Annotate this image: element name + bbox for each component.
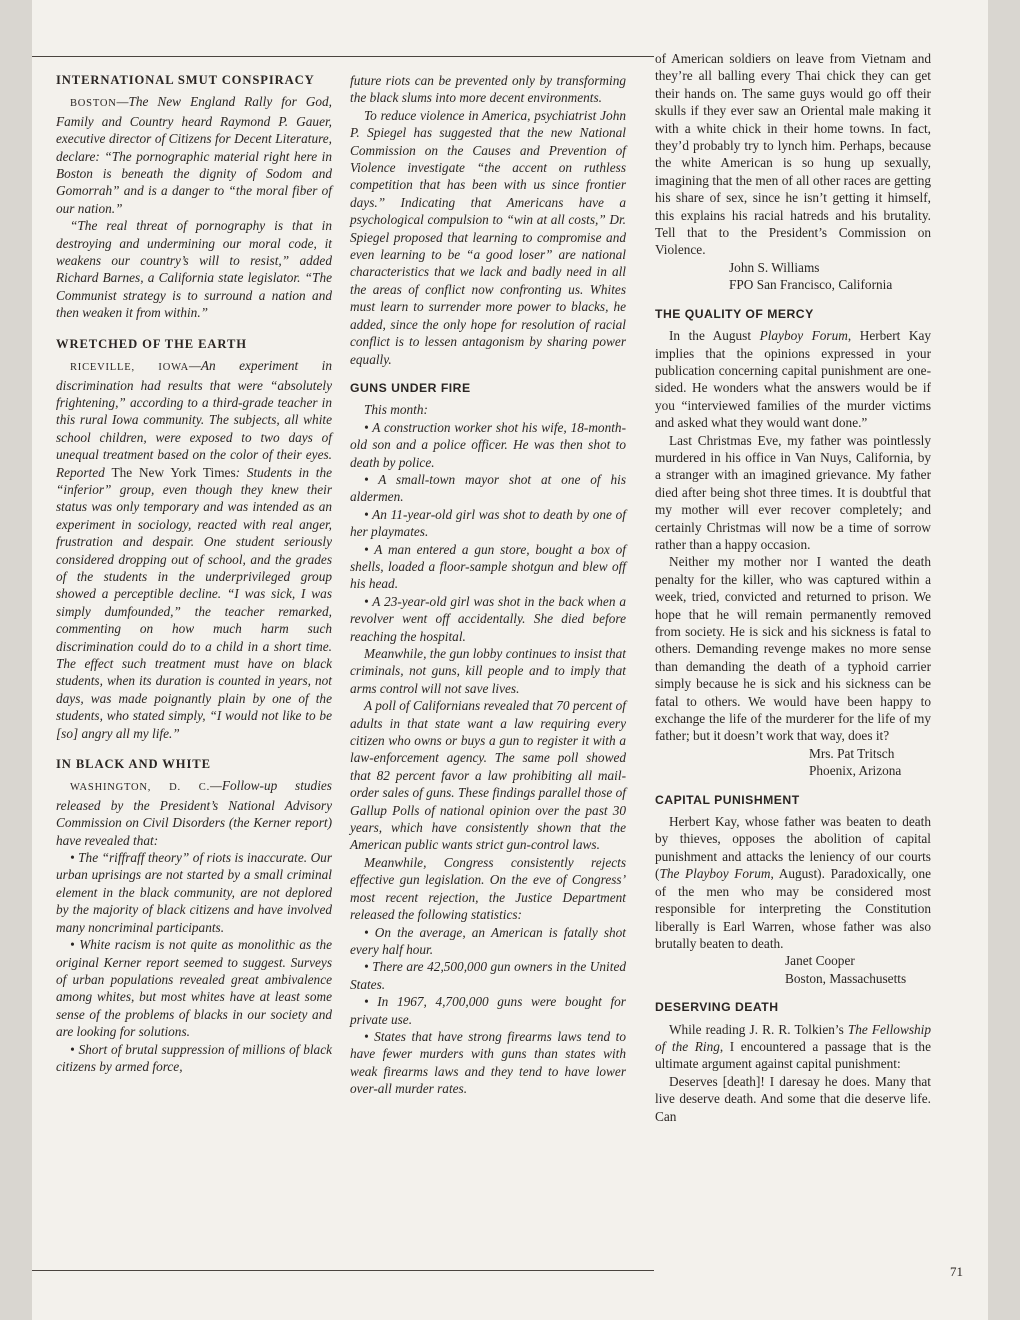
paragraph — [56, 357, 332, 742]
bullet-item: • An 11-year-old girl was shot to death by one of her playmates. — [350, 506, 626, 540]
column-1 — [56, 72, 332, 1075]
paragraph-text: —The New England Rally for God, Family and Country heard Raymond P. Gauer, executive director of Citizens for Decent Literature, declare: “The pornographic material right here in Boston is beneath the dignity of Sodom and Gomorrah” and is a danger to “the moral fiber of our nation.” — [56, 94, 332, 216]
signature-name: Mrs. Pat Tritsch — [809, 745, 895, 761]
page-number: 71 — [950, 1264, 963, 1279]
paragraph: of American soldiers on leave from Vietnam and they’re all balling every Thai chick they can get their hands on. The same guys would go off their skulls if they ever saw an Oriental male making it with a white chick in their home towns. In fact, they’d probably try to lynch him. Perhaps, because the white American is so hung up sexually, imagining that the men of all other races are getting his share of sex, since he isn’t getting it himself, this explains his racial hatreds and his brutality. Tell that to the President’s Commission on Violence. — [655, 51, 931, 258]
paragraph: A poll of Californians revealed that 70 percent of adults in that state want a law requiring every citizen who owns or buys a gun to register it with a law-enforcement agency. The same poll showed that 82 percent favor a law prohibiting all mail-order sales of guns. These findings parallel those of Gallup Polls of national opinion over the past 30 years, which have consistently shown that the American public wants strict gun-control laws. — [350, 698, 626, 853]
bullet-item: • A man entered a gun store, bought a box of shells, loaded a floor-sample shotgun and blew off his head. — [350, 541, 626, 592]
paragraph-text: While reading J. R. R. Tolkien’s — [669, 1021, 848, 1037]
paragraph: Neither my mother nor I wanted the death penalty for the killer, who was captured within a week, tried, convicted and returned to prison. We hope that he will remain permanently removed from society. He is sick and his sickness is fatal to others. Demanding revenge makes no more sense than demanding the death of a typhoid carrier simply because he is sick and his sickness can be fatal to others. We would have been happy to exchange the life of the murderer for the life of my father; but it doesn’t work that way, does it? — [655, 554, 931, 744]
paragraph-text: , August). Paradoxically, one of the men who may be considered most responsible for interpreting the Constitution liberally is Earl Warren, whose father was also brutally beaten to death. — [655, 866, 932, 951]
dateline: BOSTON — [70, 98, 117, 110]
signature-name: Janet Cooper — [785, 953, 855, 969]
magazine-title: The Playboy Forum — [659, 866, 771, 882]
bullet-item: • White racism is not quite as monolithic as the original Kerner report seemed to suggest. Surveys of urban populations revealed great ambivalence among whites, but most whites have at least some sense of the problems of blacks in our society and are looking for solutions. — [56, 937, 332, 1040]
bullet-item: • Short of brutal suppression of millions of black citizens by armed force, — [56, 1041, 332, 1074]
paragraph: Last Christmas Eve, my father was pointlessly murdered in his office in Van Nuys, California, by a stranger with an imagined grievance. My father died after being shot three times. It is doubtful that my mother will ever recover completely; and certainly Christmas will now be a time of sorrow rather than a happy occasion. — [655, 432, 931, 552]
paragraph: Meanwhile, the gun lobby continues to insist that criminals, not guns, kill people and to imply that arms control will not save lives. — [350, 646, 626, 696]
paragraph-text: Herbert Kay, whose father was beaten to death by thieves, opposes the abolition of capital punishment and attacks the leniency of our courts ( — [655, 814, 931, 882]
paragraph-text: , I encountered a passage that is the ultimate argument against capital punishment: — [655, 1038, 931, 1072]
paragraph — [56, 777, 332, 849]
dateline: RICEVILLE, IOWA — [70, 362, 190, 374]
section-heading-black-white: IN BLACK AND WHITE — [56, 757, 211, 772]
paragraph — [655, 813, 931, 952]
paragraph-text: —Follow-up studies released by the President’s National Advisory Commission on Civil Disorders (the Kerner report) have revealed that: — [56, 778, 332, 848]
signature-place: Boston, Massachusetts — [785, 970, 907, 986]
section-heading-smut: INTERNATIONAL SMUT CONSPIRACY — [56, 73, 315, 87]
column-2 — [350, 72, 626, 1098]
top-rule — [32, 56, 654, 57]
section-heading-guns: GUNS UNDER FIRE — [350, 380, 471, 395]
paragraph — [655, 327, 931, 431]
section-heading-wretched: WRETCHED OF THE EARTH — [56, 336, 247, 351]
bullet-item: • A small-town mayor shot at one of his aldermen. — [350, 471, 626, 505]
bullet-item: • In 1967, 4,700,000 guns were bought for private use. — [350, 994, 626, 1027]
block-quote: Deserves [death]! I daresay he does. Many that live deserve death. And some that die deserve life. Can — [655, 1073, 931, 1124]
bullet-item: • States that have strong firearms laws tend to have fewer murders with guns than states with weak firearms laws and they tend to have lower over-all murder rates. — [350, 1028, 626, 1097]
paragraph: future riots can be prevented only by transforming the black slums into more decent environments. — [350, 73, 626, 106]
bullet-item: • The “riffraff theory” of riots is inaccurate. Our urban uprisings are not started by a small criminal element in the black community, are not deplored by the majority of black citizens and have involved many noncriminal participants. — [56, 850, 332, 935]
newspaper-name: The New York Times — [111, 464, 236, 480]
signature-place: Phoenix, Arizona — [809, 763, 902, 779]
paragraph: “The real threat of pornography is that in destroying and undermining our moral code, it weakens our country’s will to resist,” added Richard Barnes, a California state legislator. “The Communist strategy is to surround a nation and then weaken it from within.” — [56, 218, 332, 321]
paragraph: Meanwhile, Congress consistently rejects effective gun legislation. On the eve of Congress’ most recent rejection, the Justice Department released the following statistics: — [350, 854, 626, 923]
section-heading-mercy: THE QUALITY OF MERCY — [655, 306, 814, 321]
paragraph — [655, 1021, 931, 1073]
magazine-title: Playboy Forum — [759, 328, 848, 344]
paragraph-text: , Herbert Kay implies that the opinions expressed in your publication concerning capital punishment are one-sided. He wonders what the answers would be if you “interviewed families of the murder victims and asked what they would want done.” — [655, 328, 932, 431]
section-heading-capital: CAPITAL PUNISHMENT — [655, 792, 800, 807]
signature-place: FPO San Francisco, California — [729, 277, 893, 293]
paragraph: This month: — [364, 402, 428, 418]
paragraph-text: —An experiment in discrimination had results that were “absolutely frightening,” according to a third-grade teacher in this rural Iowa community. The subjects, all white school children, were exposed to two days of unequal treatment based on the color of their eyes. Reported — [56, 358, 332, 480]
signature-name: John S. Williams — [729, 259, 820, 275]
paragraph-text: In the August — [669, 328, 760, 344]
dateline: WASHINGTON, D. C. — [70, 782, 211, 794]
paragraph-text: : Students in the “inferior” group, even though they knew their status was only temporary and was intended as an experiment in sociology, reacted with real anger, frustration and despair. One student seriously considered dropping out of school, and the grades of the students in the underprivileged group showed a perceptible decline. “I was sick, I was simply dumfounded,” the teacher remarked, commenting on how much harm such discrimination could do to a child in a short time. The effect such treatment must have on black students, when its duration is counted in years, not days, was made poignantly plain by one of the students, who stated simply, “I would not like to be [so] angry all my life.” — [56, 464, 332, 741]
section-heading-deserving: DESERVING DEATH — [655, 1000, 779, 1015]
bullet-item: • A 23-year-old girl was shot in the back when a revolver went off accidentally. She died before reaching the hospital. — [350, 593, 626, 644]
bottom-rule — [32, 1270, 654, 1271]
bullet-item: • On the average, an American is fatally shot every half hour. — [350, 924, 626, 957]
bullet-item: • A construction worker shot his wife, 18-month-old son and a police officer. He was then shot to death by police. — [350, 419, 626, 470]
column-3 — [655, 50, 931, 1125]
paragraph — [56, 93, 332, 217]
bullet-item: • There are 42,500,000 gun owners in the United States. — [350, 959, 626, 992]
paragraph: To reduce violence in America, psychiatrist John P. Spiegel has suggested that the new National Commission on the Causes and Prevention of Violence investigate “the accent on ruthless competition that has been with us since frontier days.” Indicating that Americans have a psychological compulsion to “win at all costs,” Dr. Spiegel proposed that learning to compromise and even learning to be “a good loser” are national characteristics that we lack and badly need in all the areas of conflict now confronting us. Whites must learn to surrender more power to blacks, he added, since the only hope for resolution of racial conflict is to lessen antagonism by sharing power equally. — [350, 107, 626, 367]
book-title: The Fellowship of the Ring — [655, 1021, 931, 1054]
